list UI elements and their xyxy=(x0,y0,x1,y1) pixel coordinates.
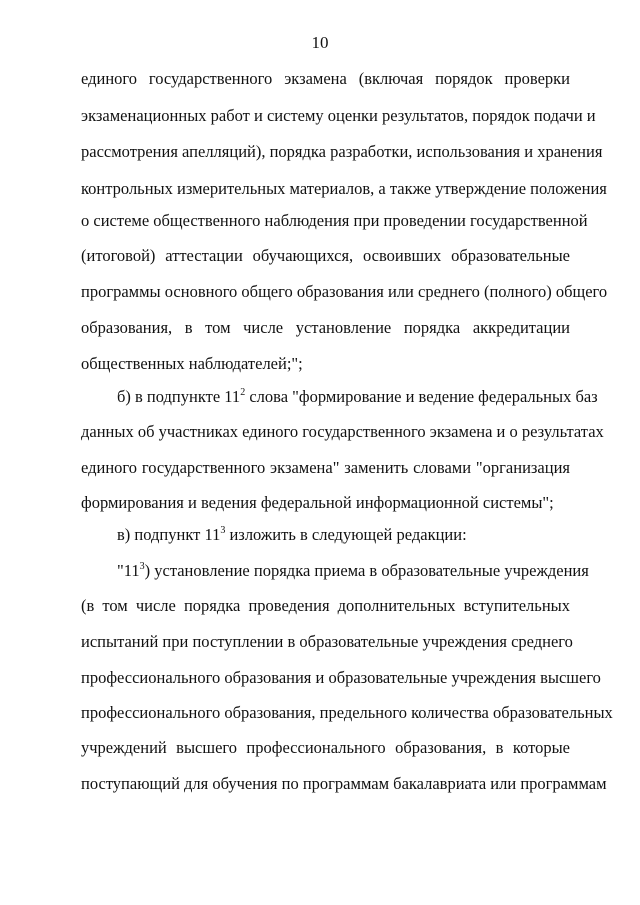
text-line: экзаменационных работ и систему оценки результатов, порядок подачи и xyxy=(81,106,596,125)
superscript: 3 xyxy=(139,561,145,572)
text-line: образования, в том числе установление порядка аккредитации xyxy=(81,318,570,337)
text-segment: изложить в следующей редакции: xyxy=(225,525,467,544)
text-segment: "11 xyxy=(117,561,140,580)
text-line: контрольных измерительных материалов, а также утверждение положения xyxy=(81,179,607,198)
text-line: о системе общественного наблюдения при проведении государственной xyxy=(81,211,588,230)
page-number: 10 xyxy=(311,33,329,52)
text-segment: слова "формирование и ведение федеральных баз xyxy=(245,387,598,406)
text-line: формирования и ведения федеральной информационной системы"; xyxy=(81,493,554,512)
paragraph-b-first-line xyxy=(117,387,598,407)
text-line: испытаний при поступлении в образовательные учреждения среднего xyxy=(81,632,573,651)
text-segment: ) установление порядка приема в образовательные учреждения xyxy=(144,561,589,580)
paragraph-v-line xyxy=(117,525,570,545)
text-line: (итоговой) аттестации обучающихся, освоивших образовательные xyxy=(81,246,570,265)
text-line: данных об участниках единого государственного экзамена и о результатах xyxy=(81,422,604,441)
text-line: учреждений высшего профессионального образования, в которые xyxy=(81,738,570,757)
text-line: рассмотрения апелляций), порядка разработки, использования и хранения xyxy=(81,142,603,161)
text-line: (в том числе порядка проведения дополнительных вступительных xyxy=(81,596,570,615)
text-segment: в) подпункт 11 xyxy=(117,525,221,544)
text-line: профессионального образования и образовательные учреждения высшего xyxy=(81,668,601,687)
text-line: поступающий для обучения по программам бакалавриата или программам xyxy=(81,774,607,793)
text-line: профессионального образования, предельного количества образовательных xyxy=(81,703,613,722)
text-segment: б) в подпункте 11 xyxy=(117,387,241,406)
quoted-paragraph-first-line xyxy=(117,561,589,581)
text-line: общественных наблюдателей;"; xyxy=(81,354,303,373)
superscript: 3 xyxy=(220,525,226,536)
text-line: единого государственного экзамена (включая порядок проверки xyxy=(81,69,570,88)
text-line: единого государственного экзамена" заменить словами "организация xyxy=(81,458,570,477)
text-line: программы основного общего образования или среднего (полного) общего xyxy=(81,282,608,301)
superscript: 2 xyxy=(240,387,246,398)
